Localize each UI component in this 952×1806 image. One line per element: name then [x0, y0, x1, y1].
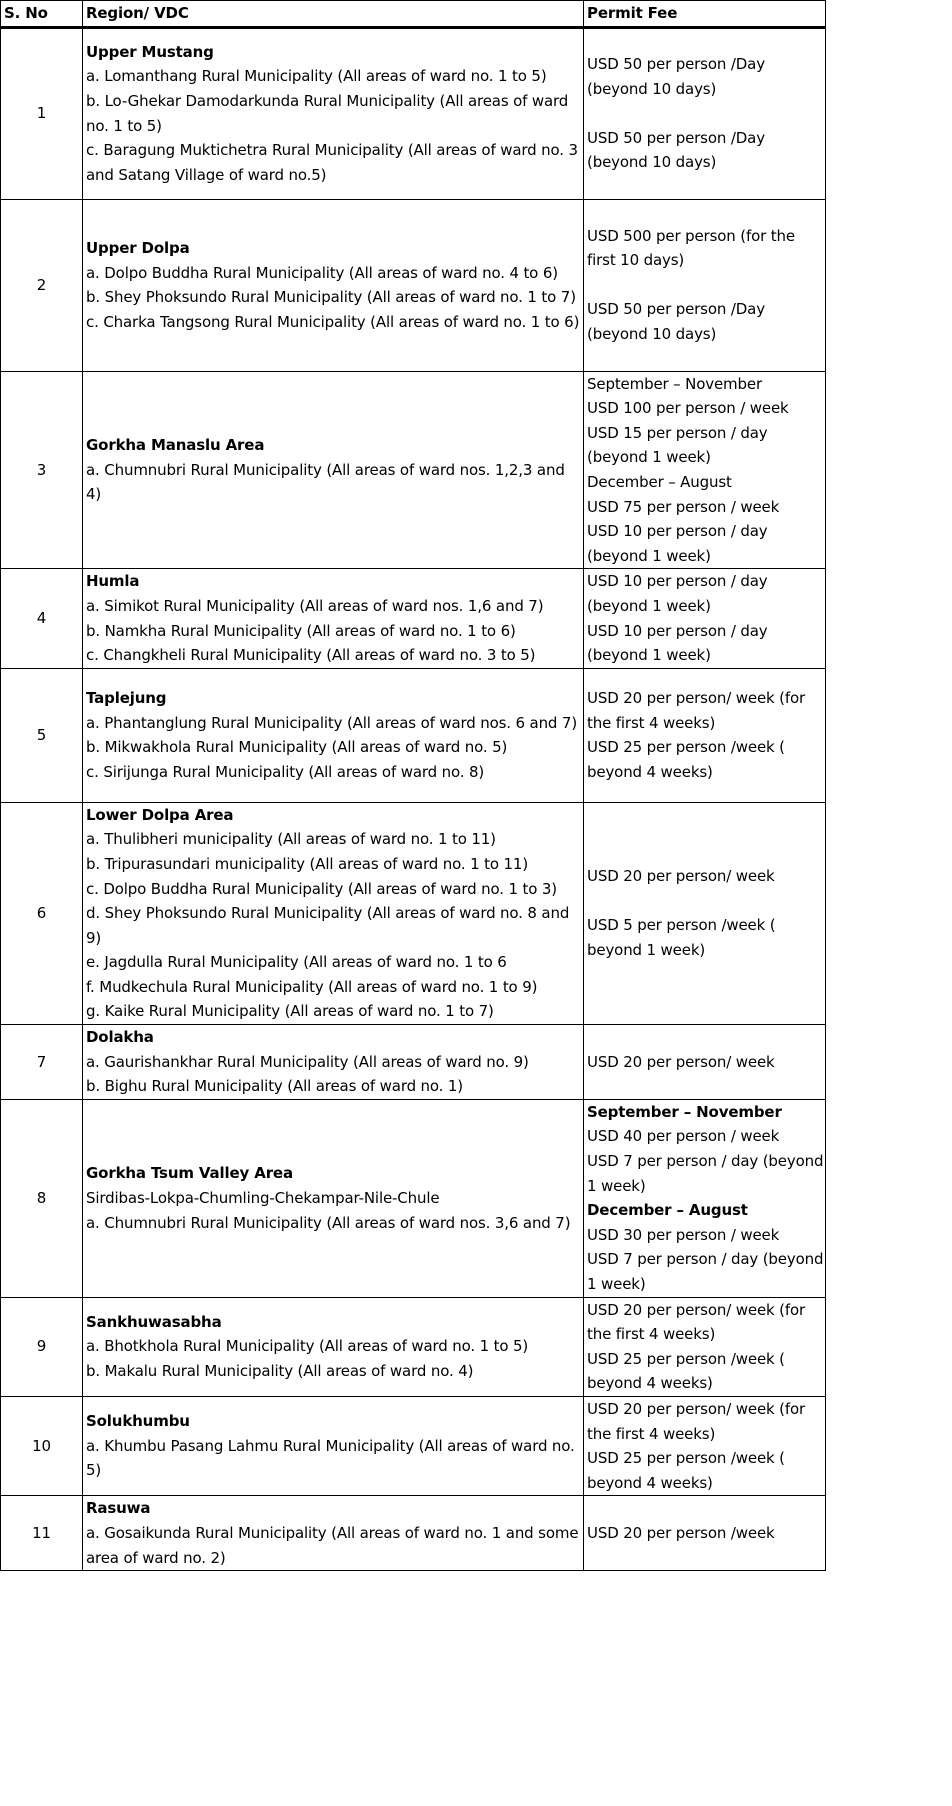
fee-line: USD 7 per person / day (beyond 1 week): [587, 1152, 824, 1195]
fee-line: USD 20 per person /week: [587, 1523, 775, 1542]
fee-line: USD 30 per person / week: [587, 1225, 780, 1244]
region-line: c. Dolpo Buddha Rural Municipality (All areas of ward no. 1 to 3): [86, 879, 557, 898]
region-title: Rasuwa: [86, 1499, 151, 1518]
region-line: a. Simikot Rural Municipality (All areas of ward nos. 1,6 and 7): [86, 596, 544, 615]
serial-number: 4: [1, 569, 83, 668]
region-line: a. Phantanglung Rural Municipality (All areas of ward nos. 6 and 7): [86, 713, 578, 732]
region-line: a. Dolpo Buddha Rural Municipality (All areas of ward no. 4 to 6): [86, 263, 558, 282]
fee-line: December – August: [587, 1201, 748, 1220]
table-row: [1, 569, 826, 668]
serial-number: 8: [1, 1099, 83, 1297]
table-row: [1, 668, 826, 802]
fee-line: December – August: [587, 472, 732, 491]
fee-line: USD 7 per person / day (beyond 1 week): [587, 1250, 824, 1293]
region-line: b. Makalu Rural Municipality (All areas of ward no. 4): [86, 1362, 474, 1381]
region-line: Sirdibas-Lokpa-Chumling-Chekampar-Nile-Chule: [86, 1188, 440, 1207]
fee-line: USD 50 per person /Day (beyond 10 days): [587, 128, 765, 172]
fee-spacer: [587, 101, 825, 126]
fee-line: USD 10 per person / day (beyond 1 week): [587, 572, 768, 615]
fee-line: USD 25 per person /week ( beyond 4 weeks): [587, 738, 785, 781]
table-row: [1, 1297, 826, 1396]
region-line: a. Chumnubri Rural Municipality (All areas of ward nos. 1,2,3 and 4): [86, 460, 565, 504]
table-row: [1, 1396, 826, 1495]
fee-spacer: [587, 273, 825, 298]
header-sno: S. No: [1, 1, 83, 28]
region-line: a. Thulibheri municipality (All areas of ward no. 1 to 11): [86, 830, 496, 849]
serial-number: 3: [1, 371, 83, 569]
region-cell: [83, 1496, 584, 1571]
region-line: c. Charka Tangsong Rural Municipality (All areas of ward no. 1 to 6): [86, 312, 580, 331]
region-line: c. Changkheli Rural Municipality (All areas of ward no. 3 to 5): [86, 646, 536, 665]
region-title: Sankhuwasabha: [86, 1312, 222, 1331]
fee-line: September – November: [587, 374, 762, 393]
fee-line: USD 25 per person /week ( beyond 4 weeks): [587, 1449, 785, 1492]
fee-line: USD 15 per person / day (beyond 1 week): [587, 423, 768, 467]
fee-line: USD 100 per person / week: [587, 399, 789, 418]
region-title: Gorkha Tsum Valley Area: [86, 1164, 293, 1183]
serial-number: 1: [1, 27, 83, 199]
fee-line: USD 20 per person/ week (for the first 4 weeks): [587, 689, 806, 732]
serial-number: 6: [1, 802, 83, 1024]
region-title: Taplejung: [86, 689, 167, 708]
fee-line: USD 20 per person/ week (for the first 4 weeks): [587, 1399, 806, 1443]
region-cell: [83, 569, 584, 668]
region-cell: [83, 371, 584, 569]
region-line: b. Namkha Rural Municipality (All areas of ward no. 1 to 6): [86, 621, 516, 640]
region-title: Dolakha: [86, 1028, 154, 1047]
table-row: [1, 371, 826, 569]
permit-fee-cell: [584, 668, 826, 802]
fee-line: USD 10 per person / day (beyond 1 week): [587, 621, 768, 665]
permit-fee-cell: [584, 27, 826, 199]
region-line: c. Sirijunga Rural Municipality (All areas of ward no. 8): [86, 762, 485, 781]
region-line: d. Shey Phoksundo Rural Municipality (All areas of ward no. 8 and 9): [86, 904, 570, 947]
table-row: [1, 1025, 826, 1100]
region-cell: [83, 1025, 584, 1100]
fee-spacer: [587, 889, 825, 914]
serial-number: 9: [1, 1297, 83, 1396]
table-row: [1, 27, 826, 199]
fee-line: USD 20 per person/ week: [587, 1052, 775, 1071]
region-cell: [83, 1297, 584, 1396]
permit-fee-cell: [584, 199, 826, 371]
permit-fee-cell: [584, 802, 826, 1024]
region-line: b. Bighu Rural Municipality (All areas of ward no. 1): [86, 1077, 464, 1096]
region-cell: [83, 668, 584, 802]
table-row: [1, 1099, 826, 1297]
fee-line: USD 50 per person /Day (beyond 10 days): [587, 55, 765, 98]
permit-fee-cell: [584, 371, 826, 569]
region-line: b. Tripurasundari municipality (All areas of ward no. 1 to 11): [86, 854, 529, 873]
region-cell: [83, 27, 584, 199]
serial-number: 10: [1, 1396, 83, 1495]
table-row: [1, 802, 826, 1024]
fee-line: USD 50 per person /Day (beyond 10 days): [587, 300, 765, 343]
region-title: Gorkha Manaslu Area: [86, 436, 265, 455]
region-line: b. Shey Phoksundo Rural Municipality (All areas of ward no. 1 to 7): [86, 288, 576, 307]
region-line: a. Khumbu Pasang Lahmu Rural Municipality (All areas of ward no. 5): [86, 1436, 575, 1480]
permit-fee-cell: [584, 1297, 826, 1396]
fee-line: USD 40 per person / week: [587, 1127, 780, 1146]
region-title: Humla: [86, 572, 140, 591]
region-line: b. Lo-Ghekar Damodarkunda Rural Municipality (All areas of ward no. 1 to 5): [86, 92, 569, 135]
serial-number: 11: [1, 1496, 83, 1571]
permit-fee-cell: [584, 1396, 826, 1495]
region-title: Lower Dolpa Area: [86, 805, 234, 824]
fee-line: USD 20 per person/ week: [587, 867, 775, 886]
fee-line: USD 10 per person / day (beyond 1 week): [587, 522, 768, 565]
region-title: Upper Dolpa: [86, 238, 190, 257]
region-cell: [83, 1396, 584, 1495]
table-body: [1, 27, 826, 1571]
region-cell: [83, 199, 584, 371]
region-line: g. Kaike Rural Municipality (All areas of ward no. 1 to 7): [86, 1002, 494, 1021]
region-line: a. Gaurishankhar Rural Municipality (All areas of ward no. 9): [86, 1052, 529, 1071]
table-row: [1, 199, 826, 371]
header-permit-fee: Permit Fee: [584, 1, 826, 28]
region-line: a. Chumnubri Rural Municipality (All areas of ward nos. 3,6 and 7): [86, 1213, 571, 1232]
fee-line: USD 20 per person/ week (for the first 4 weeks): [587, 1300, 806, 1344]
serial-number: 7: [1, 1025, 83, 1100]
fee-line: USD 500 per person (for the first 10 days): [587, 226, 795, 270]
region-title: Solukhumbu: [86, 1412, 190, 1431]
table-header-row: [1, 1, 826, 28]
region-line: f. Mudkechula Rural Municipality (All areas of ward no. 1 to 9): [86, 977, 538, 996]
region-title: Upper Mustang: [86, 42, 214, 61]
region-cell: [83, 802, 584, 1024]
header-region: Region/ VDC: [83, 1, 584, 28]
permit-fee-cell: [584, 1099, 826, 1297]
permit-fee-cell: [584, 1496, 826, 1571]
permit-fee-cell: [584, 1025, 826, 1100]
fee-line: USD 75 per person / week: [587, 497, 780, 516]
region-line: b. Mikwakhola Rural Municipality (All areas of ward no. 5): [86, 738, 508, 757]
region-line: a. Bhotkhola Rural Municipality (All areas of ward no. 1 to 5): [86, 1337, 529, 1356]
permit-fee-cell: [584, 569, 826, 668]
region-line: a. Lomanthang Rural Municipality (All areas of ward no. 1 to 5): [86, 67, 547, 86]
fee-line: USD 25 per person /week ( beyond 4 weeks): [587, 1349, 785, 1393]
region-line: e. Jagdulla Rural Municipality (All areas of ward no. 1 to 6: [86, 953, 507, 972]
region-cell: [83, 1099, 584, 1297]
fee-line: September – November: [587, 1102, 782, 1121]
serial-number: 5: [1, 668, 83, 802]
serial-number: 2: [1, 199, 83, 371]
table-row: [1, 1496, 826, 1571]
region-line: c. Baragung Muktichetra Rural Municipality (All areas of ward no. 3 and Satang Village of ward no.5): [86, 141, 578, 184]
fee-line: USD 5 per person /week ( beyond 1 week): [587, 916, 776, 959]
region-line: a. Gosaikunda Rural Municipality (All areas of ward no. 1 and some area of ward no. 2): [86, 1523, 579, 1567]
